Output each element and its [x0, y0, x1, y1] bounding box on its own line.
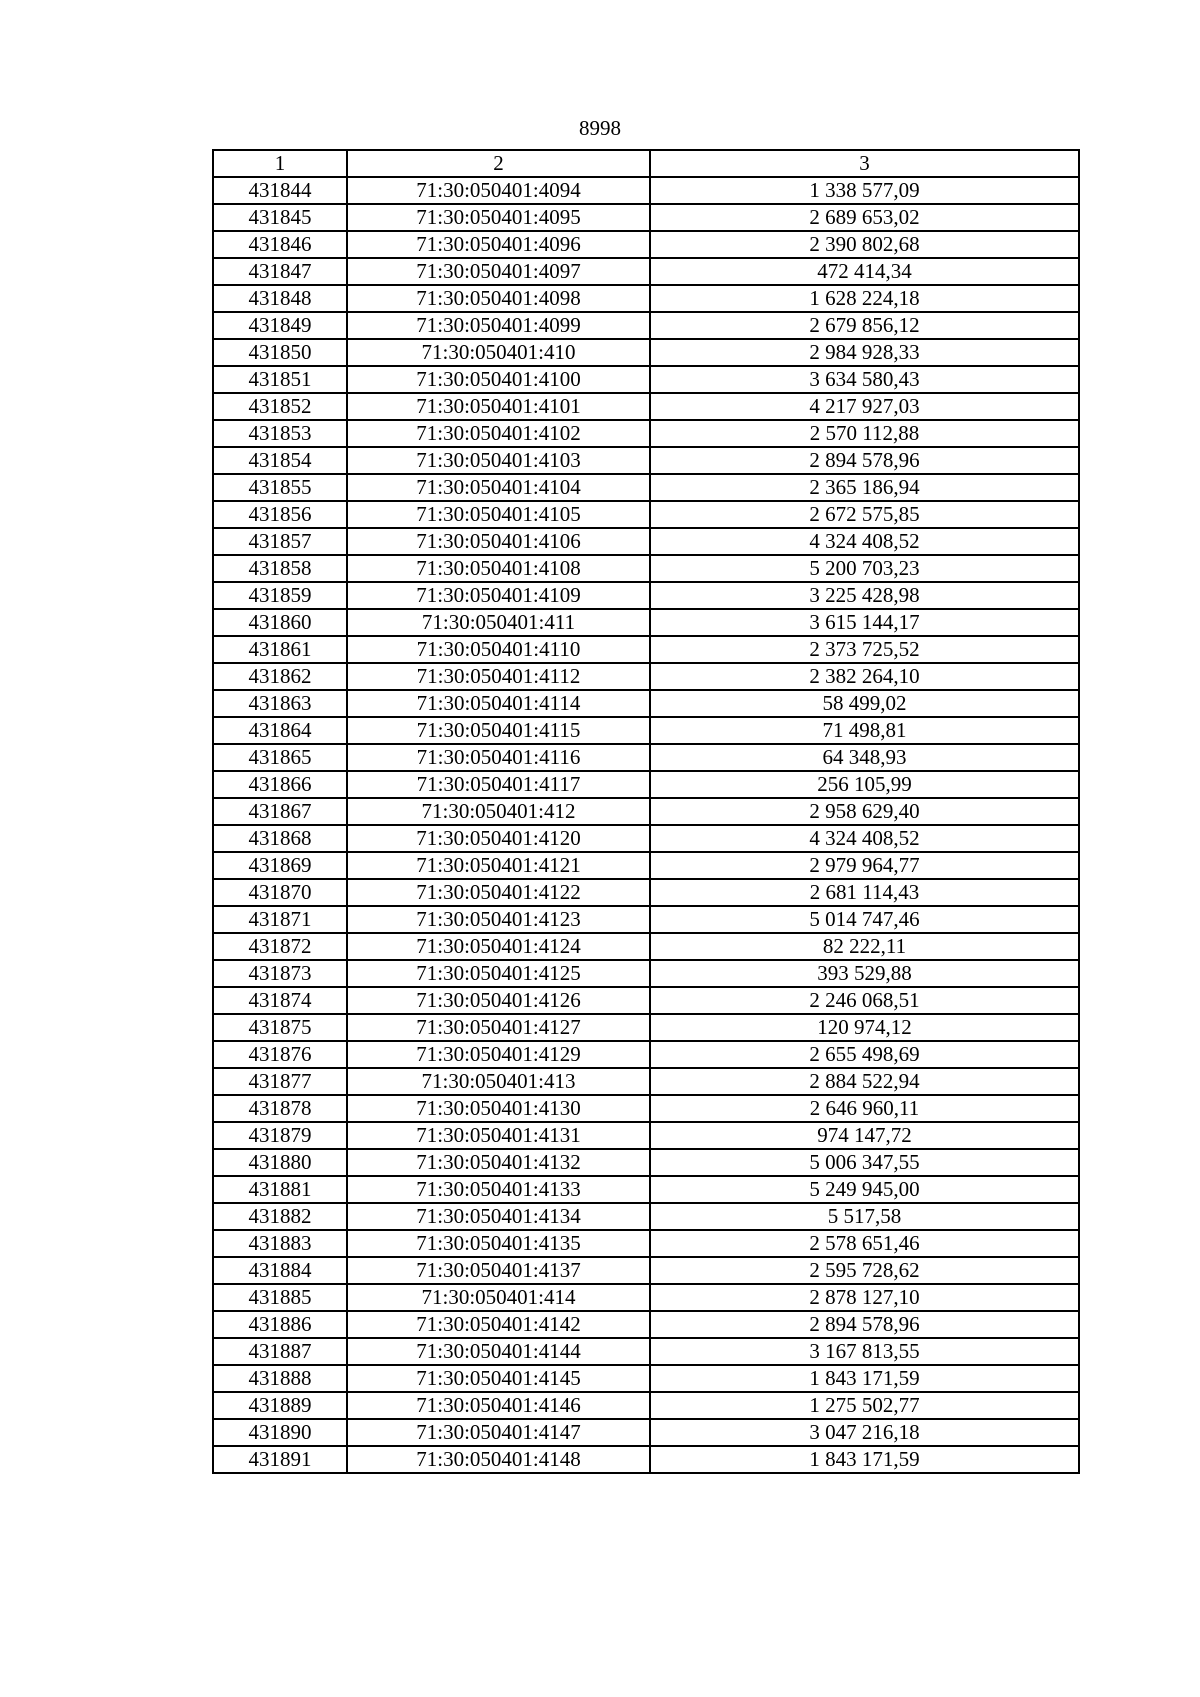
table-row	[213, 1095, 1079, 1122]
cadastral-number-cell: 71:30:050401:4144	[347, 1338, 650, 1365]
table-body	[213, 177, 1079, 1473]
table-row	[213, 258, 1079, 285]
row-number-cell: 431845	[213, 204, 347, 231]
cadastral-number-cell: 71:30:050401:4134	[347, 1203, 650, 1230]
cadastral-number-cell: 71:30:050401:4095	[347, 204, 650, 231]
row-number-cell: 431863	[213, 690, 347, 717]
table-row	[213, 1284, 1079, 1311]
table-row	[213, 420, 1079, 447]
cadastral-number-cell: 71:30:050401:4125	[347, 960, 650, 987]
cadastral-number-cell: 71:30:050401:4100	[347, 366, 650, 393]
table-row	[213, 312, 1079, 339]
cadastral-value-cell: 5 014 747,46	[650, 906, 1079, 933]
table-row	[213, 717, 1079, 744]
cadastral-number-cell: 71:30:050401:4124	[347, 933, 650, 960]
cadastral-number-cell: 71:30:050401:4115	[347, 717, 650, 744]
cadastral-value-cell: 1 628 224,18	[650, 285, 1079, 312]
table-row	[213, 933, 1079, 960]
cadastral-number-cell: 71:30:050401:4145	[347, 1365, 650, 1392]
cadastral-number-cell: 71:30:050401:4123	[347, 906, 650, 933]
cadastral-value-cell: 2 681 114,43	[650, 879, 1079, 906]
row-number-cell: 431866	[213, 771, 347, 798]
row-number-cell: 431890	[213, 1419, 347, 1446]
row-number-cell: 431855	[213, 474, 347, 501]
row-number-cell: 431869	[213, 852, 347, 879]
table-row	[213, 1446, 1079, 1473]
row-number-cell: 431859	[213, 582, 347, 609]
table-row	[213, 1068, 1079, 1095]
row-number-cell: 431883	[213, 1230, 347, 1257]
table-row	[213, 1365, 1079, 1392]
table-row	[213, 555, 1079, 582]
table-row	[213, 663, 1079, 690]
cadastral-number-cell: 71:30:050401:4122	[347, 879, 650, 906]
cadastral-number-cell: 71:30:050401:411	[347, 609, 650, 636]
cadastral-number-cell: 71:30:050401:4104	[347, 474, 650, 501]
table-row	[213, 1176, 1079, 1203]
row-number-cell: 431872	[213, 933, 347, 960]
row-number-cell: 431881	[213, 1176, 347, 1203]
cadastral-number-cell: 71:30:050401:4126	[347, 987, 650, 1014]
cadastral-value-cell: 2 570 112,88	[650, 420, 1079, 447]
cadastral-number-cell: 71:30:050401:4121	[347, 852, 650, 879]
cadastral-number-cell: 71:30:050401:4117	[347, 771, 650, 798]
row-number-cell: 431887	[213, 1338, 347, 1365]
table-row	[213, 285, 1079, 312]
cadastral-number-cell: 71:30:050401:4099	[347, 312, 650, 339]
cadastral-number-cell: 71:30:050401:4146	[347, 1392, 650, 1419]
table-row	[213, 1230, 1079, 1257]
cadastral-value-cell: 2 878 127,10	[650, 1284, 1079, 1311]
cadastral-number-cell: 71:30:050401:4130	[347, 1095, 650, 1122]
cadastral-value-cell: 2 595 728,62	[650, 1257, 1079, 1284]
row-number-cell: 431878	[213, 1095, 347, 1122]
cadastral-value-cell: 2 984 928,33	[650, 339, 1079, 366]
cadastral-value-cell: 2 679 856,12	[650, 312, 1079, 339]
table-row	[213, 960, 1079, 987]
row-number-cell: 431875	[213, 1014, 347, 1041]
row-number-cell: 431891	[213, 1446, 347, 1473]
cadastral-number-cell: 71:30:050401:4131	[347, 1122, 650, 1149]
cadastral-value-cell: 4 217 927,03	[650, 393, 1079, 420]
table-row	[213, 798, 1079, 825]
table-header-row	[213, 150, 1079, 177]
cadastral-number-cell: 71:30:050401:4135	[347, 1230, 650, 1257]
cadastral-number-cell: 71:30:050401:4116	[347, 744, 650, 771]
cadastral-number-cell: 71:30:050401:4148	[347, 1446, 650, 1473]
cadastral-number-cell: 71:30:050401:4101	[347, 393, 650, 420]
cadastral-value-cell: 2 894 578,96	[650, 1311, 1079, 1338]
cadastral-value-cell: 2 365 186,94	[650, 474, 1079, 501]
cadastral-value-cell: 2 689 653,02	[650, 204, 1079, 231]
cadastral-value-cell: 71 498,81	[650, 717, 1079, 744]
cadastral-value-cell: 256 105,99	[650, 771, 1079, 798]
column-header-3: 3	[650, 150, 1079, 177]
cadastral-value-cell: 3 167 813,55	[650, 1338, 1079, 1365]
row-number-cell: 431864	[213, 717, 347, 744]
row-number-cell: 431871	[213, 906, 347, 933]
cadastral-number-cell: 71:30:050401:4127	[347, 1014, 650, 1041]
table-row	[213, 1338, 1079, 1365]
cadastral-number-cell: 71:30:050401:4142	[347, 1311, 650, 1338]
cadastral-value-cell: 5 200 703,23	[650, 555, 1079, 582]
cadastral-number-cell: 71:30:050401:4147	[347, 1419, 650, 1446]
table-row	[213, 879, 1079, 906]
table-row	[213, 447, 1079, 474]
row-number-cell: 431884	[213, 1257, 347, 1284]
cadastral-number-cell: 71:30:050401:4097	[347, 258, 650, 285]
cadastral-value-cell: 2 672 575,85	[650, 501, 1079, 528]
table-row	[213, 1041, 1079, 1068]
cadastral-value-cell: 393 529,88	[650, 960, 1079, 987]
cadastral-number-cell: 71:30:050401:4120	[347, 825, 650, 852]
cadastral-number-cell: 71:30:050401:4114	[347, 690, 650, 717]
cadastral-number-cell: 71:30:050401:4094	[347, 177, 650, 204]
row-number-cell: 431856	[213, 501, 347, 528]
cadastral-value-cell: 3 225 428,98	[650, 582, 1079, 609]
cadastral-value-cell: 5 006 347,55	[650, 1149, 1079, 1176]
cadastral-number-cell: 71:30:050401:4103	[347, 447, 650, 474]
row-number-cell: 431847	[213, 258, 347, 285]
cadastral-number-cell: 71:30:050401:4096	[347, 231, 650, 258]
row-number-cell: 431854	[213, 447, 347, 474]
cadastral-value-cell: 3 634 580,43	[650, 366, 1079, 393]
cadastral-value-cell: 2 390 802,68	[650, 231, 1079, 258]
row-number-cell: 431874	[213, 987, 347, 1014]
cadastral-value-cell: 2 382 264,10	[650, 663, 1079, 690]
cadastral-value-cell: 2 246 068,51	[650, 987, 1079, 1014]
cadastral-value-cell: 3 615 144,17	[650, 609, 1079, 636]
table-row	[213, 1149, 1079, 1176]
cadastral-number-cell: 71:30:050401:410	[347, 339, 650, 366]
cadastral-number-cell: 71:30:050401:4132	[347, 1149, 650, 1176]
row-number-cell: 431857	[213, 528, 347, 555]
cadastral-number-cell: 71:30:050401:4105	[347, 501, 650, 528]
row-number-cell: 431879	[213, 1122, 347, 1149]
cadastral-value-cell: 2 655 498,69	[650, 1041, 1079, 1068]
table-row	[213, 1203, 1079, 1230]
table-row	[213, 906, 1079, 933]
table-row	[213, 1122, 1079, 1149]
table-row	[213, 501, 1079, 528]
row-number-cell: 431870	[213, 879, 347, 906]
row-number-cell: 431860	[213, 609, 347, 636]
table-row	[213, 528, 1079, 555]
table-row	[213, 1311, 1079, 1338]
cadastral-value-cell: 2 958 629,40	[650, 798, 1079, 825]
column-header-2: 2	[347, 150, 650, 177]
table-row	[213, 825, 1079, 852]
page-number: 8998	[579, 116, 621, 140]
row-number-cell: 431889	[213, 1392, 347, 1419]
row-number-cell: 431848	[213, 285, 347, 312]
table-row	[213, 1419, 1079, 1446]
cadastral-value-cell: 1 338 577,09	[650, 177, 1079, 204]
row-number-cell: 431876	[213, 1041, 347, 1068]
row-number-cell: 431868	[213, 825, 347, 852]
table-row	[213, 852, 1079, 879]
cadastral-value-cell: 82 222,11	[650, 933, 1079, 960]
table-row	[213, 204, 1079, 231]
cadastral-value-cell: 4 324 408,52	[650, 528, 1079, 555]
cadastral-value-cell: 120 974,12	[650, 1014, 1079, 1041]
cadastral-value-cell: 2 894 578,96	[650, 447, 1079, 474]
table-row	[213, 231, 1079, 258]
cadastral-value-cell: 64 348,93	[650, 744, 1079, 771]
table-row	[213, 393, 1079, 420]
row-number-cell: 431850	[213, 339, 347, 366]
cadastral-value-cell: 2 578 651,46	[650, 1230, 1079, 1257]
table-row	[213, 609, 1079, 636]
cadastral-number-cell: 71:30:050401:4106	[347, 528, 650, 555]
table-row	[213, 744, 1079, 771]
cadastral-value-cell: 472 414,34	[650, 258, 1079, 285]
cadastral-number-cell: 71:30:050401:4102	[347, 420, 650, 447]
cadastral-value-cell: 2 373 725,52	[650, 636, 1079, 663]
cadastral-number-cell: 71:30:050401:412	[347, 798, 650, 825]
table-row	[213, 1257, 1079, 1284]
row-number-cell: 431849	[213, 312, 347, 339]
cadastral-number-cell: 71:30:050401:4133	[347, 1176, 650, 1203]
table-row	[213, 474, 1079, 501]
cadastral-value-cell: 58 499,02	[650, 690, 1079, 717]
row-number-cell: 431844	[213, 177, 347, 204]
table-row	[213, 366, 1079, 393]
row-number-cell: 431888	[213, 1365, 347, 1392]
table-row	[213, 177, 1079, 204]
row-number-cell: 431862	[213, 663, 347, 690]
row-number-cell: 431852	[213, 393, 347, 420]
cadastral-number-cell: 71:30:050401:4098	[347, 285, 650, 312]
row-number-cell: 431858	[213, 555, 347, 582]
cadastral-number-cell: 71:30:050401:4137	[347, 1257, 650, 1284]
row-number-cell: 431861	[213, 636, 347, 663]
cadastral-value-table	[212, 149, 1080, 1474]
cadastral-value-cell: 4 324 408,52	[650, 825, 1079, 852]
cadastral-number-cell: 71:30:050401:4129	[347, 1041, 650, 1068]
row-number-cell: 431885	[213, 1284, 347, 1311]
row-number-cell: 431873	[213, 960, 347, 987]
row-number-cell: 431882	[213, 1203, 347, 1230]
row-number-cell: 431877	[213, 1068, 347, 1095]
row-number-cell: 431851	[213, 366, 347, 393]
cadastral-value-cell: 2 646 960,11	[650, 1095, 1079, 1122]
table-row	[213, 582, 1079, 609]
table-row	[213, 771, 1079, 798]
cadastral-number-cell: 71:30:050401:4109	[347, 582, 650, 609]
table-row	[213, 690, 1079, 717]
row-number-cell: 431867	[213, 798, 347, 825]
table-row	[213, 1014, 1079, 1041]
table-row	[213, 339, 1079, 366]
cadastral-value-cell: 1 843 171,59	[650, 1365, 1079, 1392]
row-number-cell: 431865	[213, 744, 347, 771]
row-number-cell: 431880	[213, 1149, 347, 1176]
cadastral-value-cell: 1 275 502,77	[650, 1392, 1079, 1419]
column-header-1: 1	[213, 150, 347, 177]
cadastral-number-cell: 71:30:050401:413	[347, 1068, 650, 1095]
cadastral-value-cell: 974 147,72	[650, 1122, 1079, 1149]
cadastral-number-cell: 71:30:050401:4108	[347, 555, 650, 582]
cadastral-value-cell: 5 249 945,00	[650, 1176, 1079, 1203]
cadastral-value-cell: 2 979 964,77	[650, 852, 1079, 879]
cadastral-value-cell: 2 884 522,94	[650, 1068, 1079, 1095]
row-number-cell: 431853	[213, 420, 347, 447]
cadastral-number-cell: 71:30:050401:414	[347, 1284, 650, 1311]
cadastral-number-cell: 71:30:050401:4110	[347, 636, 650, 663]
cadastral-value-cell: 1 843 171,59	[650, 1446, 1079, 1473]
table-row	[213, 987, 1079, 1014]
row-number-cell: 431846	[213, 231, 347, 258]
cadastral-number-cell: 71:30:050401:4112	[347, 663, 650, 690]
table-row	[213, 636, 1079, 663]
cadastral-value-cell: 5 517,58	[650, 1203, 1079, 1230]
row-number-cell: 431886	[213, 1311, 347, 1338]
cadastral-value-cell: 3 047 216,18	[650, 1419, 1079, 1446]
table-row	[213, 1392, 1079, 1419]
